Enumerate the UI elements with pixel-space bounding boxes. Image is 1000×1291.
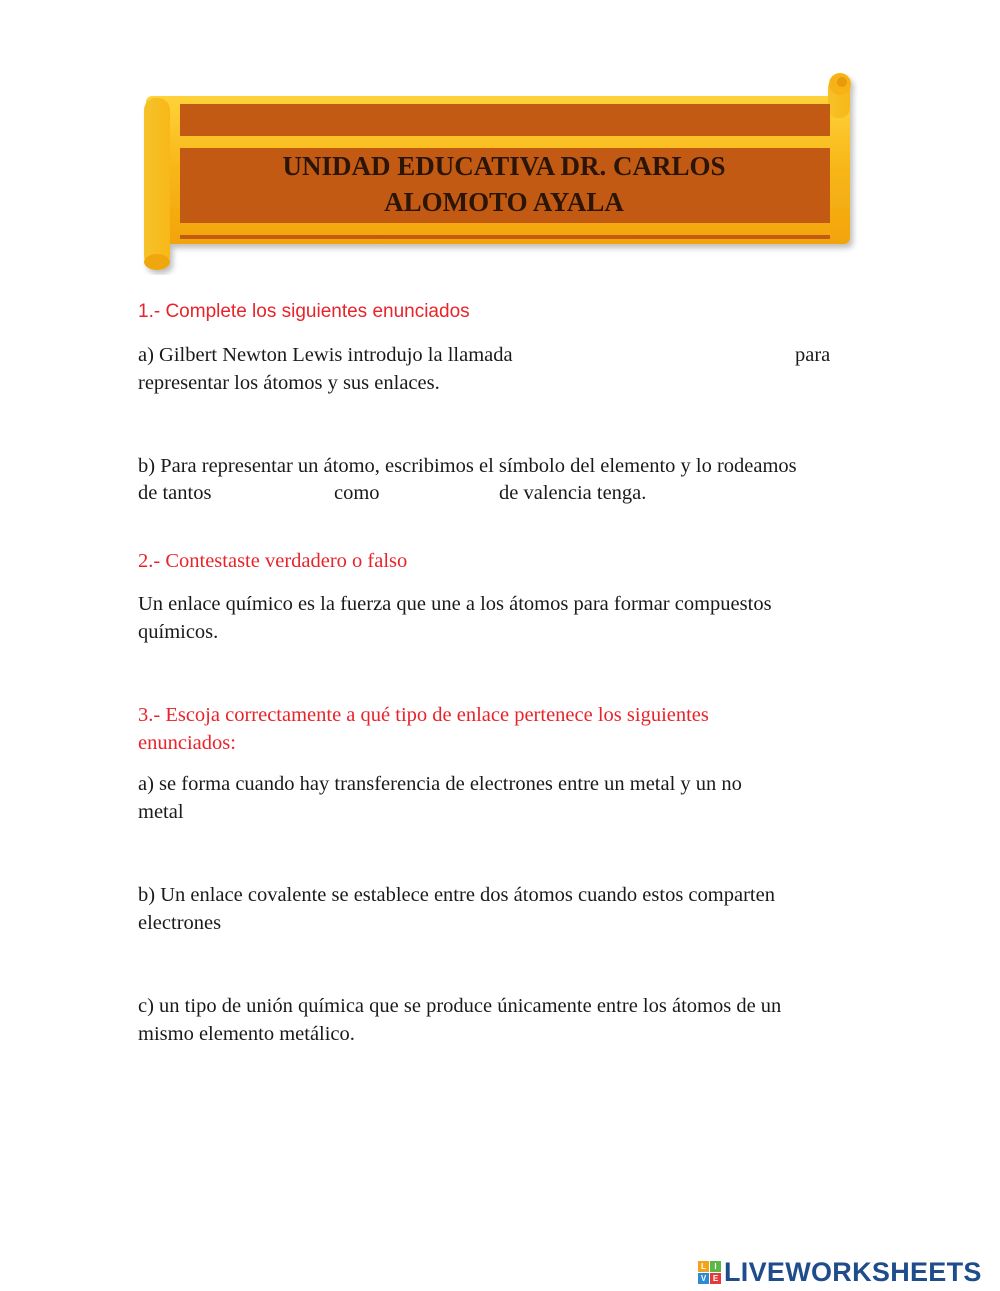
badge-letter-v: V: [698, 1273, 709, 1284]
q3a-text-line1: a) se forma cuando hay transferencia de electrones entre un metal y un no: [138, 773, 742, 795]
section3-heading-line2: enunciados:: [138, 732, 236, 754]
q1b-text-part1: de tantos: [138, 482, 212, 504]
section1-heading: 1.- Complete los siguientes enunciados: [138, 301, 470, 322]
q1b-text-line1: b) Para representar un átomo, escribimos el símbolo del elemento y lo rodeamos: [138, 455, 797, 477]
q1a-text-part2: para: [795, 344, 831, 366]
q1b-answer-field-1[interactable]: [226, 481, 334, 507]
q1a-answer-field[interactable]: [560, 343, 789, 369]
title-banner: [138, 70, 858, 275]
q2-text-line1: Un enlace químico es la fuerza que une a los átomos para formar compuestos: [138, 593, 772, 615]
q1b-answer-field-2[interactable]: [390, 481, 498, 507]
q3a-text-line2: metal: [138, 801, 184, 823]
section3-heading-line1: 3.- Escoja correctamente a qué tipo de enlace pertenece los siguientes: [138, 704, 709, 726]
q2-text-line2: químicos.: [138, 621, 219, 643]
badge-letter-i: I: [710, 1261, 721, 1272]
liveworksheets-wordmark: LIVEWORKSHEETS: [724, 1256, 982, 1287]
school-title: [178, 148, 830, 220]
q1b-text-part3: de valencia tenga.: [499, 482, 647, 504]
q3b-text-line1: b) Un enlace covalente se establece entre dos átomos cuando estos comparten: [138, 884, 775, 906]
q3c-text-line1: c) un tipo de unión química que se produce únicamente entre los átomos de un: [138, 995, 782, 1017]
badge-letter-l: L: [698, 1261, 709, 1272]
school-title-line2: ALOMOTO AYALA: [384, 187, 624, 217]
q1b-text-part2: como: [334, 482, 380, 504]
badge-letter-e: E: [710, 1273, 721, 1284]
q3c-text-line2: mismo elemento metálico.: [138, 1023, 355, 1045]
liveworksheets-badge-icon: [698, 1261, 721, 1284]
school-title-line1: UNIDAD EDUCATIVA DR. CARLOS: [282, 151, 726, 181]
section2-heading: 2.- Contestaste verdadero o falso: [138, 550, 408, 572]
q3b-text-line2: electrones: [138, 912, 222, 934]
liveworksheets-logo: [698, 1255, 982, 1289]
q1a-text-part3: representar los átomos y sus enlaces.: [138, 372, 440, 394]
q1a-text-part1: a) Gilbert Newton Lewis introdujo la llamada: [138, 344, 513, 366]
